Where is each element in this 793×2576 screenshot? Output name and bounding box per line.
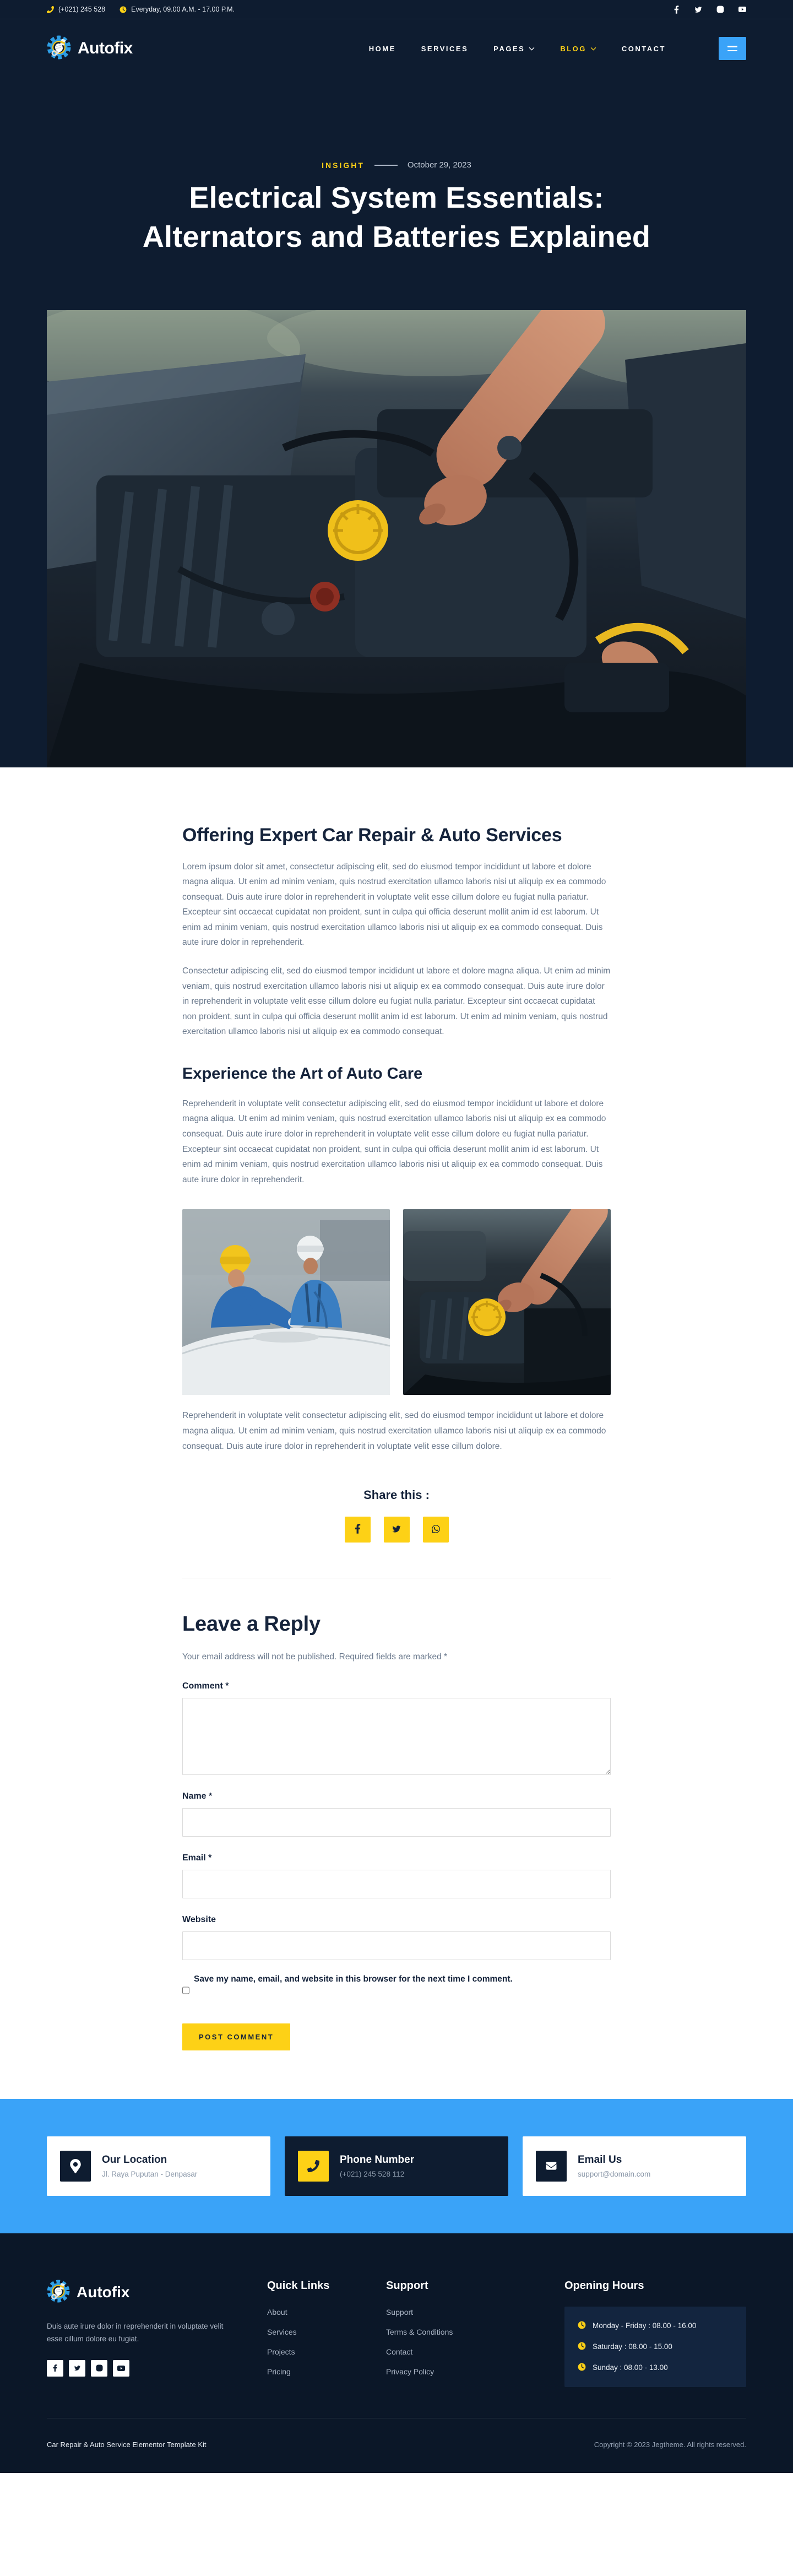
topbar <box>0 0 793 19</box>
post-category-link[interactable]: INSIGHT <box>322 160 365 170</box>
save-info-checkbox[interactable] <box>182 1976 189 2005</box>
footer-brand-name: Autofix <box>77 2283 130 2301</box>
clock-icon <box>578 2363 586 2373</box>
footer-link-support[interactable]: Support <box>386 2307 414 2317</box>
main-nav <box>369 45 666 53</box>
hours-row-saturday: Saturday : 08.00 - 15.00 <box>578 2342 733 2352</box>
contact-band <box>0 2099 793 2233</box>
topbar-hours-text: Everyday, 09.00 A.M. - 17.00 P.M. <box>131 6 235 13</box>
footer-link-terms[interactable]: Terms & Conditions <box>386 2327 453 2336</box>
instagram-icon[interactable] <box>716 6 724 13</box>
chevron-down-icon <box>529 47 535 51</box>
comment-label: Comment * <box>182 1681 229 1691</box>
footer-link-privacy[interactable]: Privacy Policy <box>386 2367 434 2376</box>
clock-icon <box>578 2342 586 2352</box>
footer-twitter-button[interactable] <box>69 2360 85 2377</box>
phone-icon <box>298 2151 329 2182</box>
autofix-gear-logo-icon <box>47 2280 70 2306</box>
clock-icon <box>120 6 127 13</box>
reply-heading: Leave a Reply <box>182 1612 321 1636</box>
site-header <box>0 19 793 78</box>
reply-note: Your email address will not be published. Required fields are marked * <box>182 1652 448 1662</box>
share-label: Share this : <box>363 1488 430 1502</box>
footer-quick-links <box>267 2280 350 2387</box>
hero-image-wrap <box>0 310 793 767</box>
whatsapp-icon <box>431 1524 441 1535</box>
support-heading: Support <box>386 2279 428 2292</box>
article-image-mechanics <box>182 1209 390 1395</box>
email-field[interactable] <box>182 1870 611 1898</box>
article-body <box>182 767 611 2099</box>
phone-card-subtitle: (+021) 245 528 112 <box>340 2169 405 2178</box>
nav-item-home[interactable]: HOME <box>368 44 396 53</box>
email-card-subtitle: support@domain.com <box>578 2169 651 2178</box>
menu-icon <box>727 46 737 47</box>
comment-textarea[interactable] <box>182 1698 611 1775</box>
footer-youtube-button[interactable] <box>113 2360 129 2377</box>
footer-brand-logo[interactable] <box>47 2280 229 2306</box>
phone-card <box>285 2136 508 2196</box>
footer-link-contact[interactable]: Contact <box>386 2347 413 2356</box>
footer-instagram-button[interactable] <box>91 2360 107 2377</box>
template-credit: Car Repair & Auto Service Elementor Template Kit <box>47 2440 207 2449</box>
menu-toggle-button[interactable] <box>719 37 746 60</box>
facebook-icon <box>355 1524 361 1535</box>
name-label: Name * <box>182 1791 213 1801</box>
topbar-phone <box>47 6 105 13</box>
hours-row-weekdays: Monday - Friday : 08.00 - 16.00 <box>578 2321 733 2331</box>
clock-icon <box>578 2321 586 2331</box>
footer-facebook-button[interactable] <box>47 2360 63 2377</box>
footer-link-projects[interactable]: Projects <box>267 2347 295 2356</box>
footer-description: Duis aute irure dolor in reprehenderit in voluptate velit esse cillum dolore eu fugiat. <box>47 2321 224 2344</box>
share-twitter-button[interactable] <box>384 1517 410 1543</box>
post-title: Electrical System Essentials: Alternators and Batteries Explained <box>142 181 651 254</box>
footer-link-pricing[interactable]: Pricing <box>267 2367 291 2376</box>
save-info-checkbox-row[interactable] <box>182 1974 611 2005</box>
autofix-gear-logo-icon <box>47 35 71 62</box>
opening-hours-heading: Opening Hours <box>564 2279 644 2292</box>
location-card <box>47 2136 270 2196</box>
footer-link-about[interactable]: About <box>267 2307 287 2317</box>
hours-row-sunday: Sunday : 08.00 - 13.00 <box>578 2363 733 2373</box>
twitter-icon <box>392 1525 401 1535</box>
nav-item-pages[interactable]: PAGES <box>493 45 535 53</box>
envelope-icon <box>536 2151 567 2182</box>
brand-logo[interactable] <box>47 35 133 62</box>
nav-item-contact[interactable]: CONTACT <box>621 44 666 53</box>
nav-item-services[interactable]: SERVICES <box>421 44 469 53</box>
article-paragraph-2: Consectetur adipiscing elit, sed do eiusmod tempor incididunt ut labore et dolore magna aliqua. Ut enim ad minim veniam, quis nostrud exercitation ullamco laboris nisi ut aliquip ex ea commodo consequat. Duis aute irure dolor in reprehenderit in voluptate velit esse cillum dolore eu fugiat nulla pariatur. Excepteur sint occaecat cupidatat non proident, sunt in culpa qui officia deserunt mollit anim id est laborum. Ut enim ad minim veniam, quis nostrud exercitation ullamco laboris nisi ut aliquip ex ea commodo consequat. <box>182 966 611 1037</box>
share-facebook-button[interactable] <box>345 1517 371 1543</box>
location-card-title: Our Location <box>102 2153 167 2166</box>
article-heading-1: Offering Expert Car Repair & Auto Services <box>182 824 562 846</box>
email-card <box>523 2136 746 2196</box>
topbar-phone-text: (+021) 245 528 <box>58 6 106 13</box>
save-info-label: Save my name, email, and website in this browser for the next time I comment. <box>194 1974 513 1984</box>
topbar-hours <box>120 6 235 13</box>
phone-icon <box>47 6 54 13</box>
email-label: Email * <box>182 1853 212 1863</box>
site-footer <box>0 2233 793 2418</box>
twitter-icon[interactable] <box>694 6 702 13</box>
chevron-down-icon <box>590 47 596 51</box>
email-card-title: Email Us <box>578 2153 622 2166</box>
article-paragraph-1: Lorem ipsum dolor sit amet, consectetur adipiscing elit, sed do eiusmod tempor incididunt ut labore et dolore magna aliqua. Ut enim ad minim veniam, quis nostrud exercitation ullamco laboris nisi ut aliquip ex ea commodo consequat. Duis aute irure dolor in reprehenderit in voluptate velit esse cillum dolore eu fugiat nulla pariatur. Excepteur sint occaecat cupidatat non proident, sunt in culpa qui officia deserunt mollit anim id est laborum. Ut enim ad minim veniam, quis nostrud exercitation ullamco laboris nisi ut aliquip ex ea commodo consequat. Duis aute irure dolor in reprehenderit. <box>182 862 606 948</box>
nav-item-blog[interactable]: BLOG <box>560 45 596 53</box>
location-pin-icon <box>60 2151 91 2182</box>
post-comment-button[interactable]: POST COMMENT <box>182 2023 290 2050</box>
comment-form-section <box>182 1612 611 2099</box>
article-paragraph-4: Reprehenderit in voluptate velit consectetur adipiscing elit, sed do eiusmod tempor incididunt ut labore et dolore magna aliqua. Ut enim ad minim veniam, quis nostrud exercitation ullamco laboris nisi ut aliquip ex ea commodo consequat. Duis aute irure dolor in reprehenderit in voluptate velit esse cillum dolore. <box>182 1411 606 1451</box>
article-paragraph-3: Reprehenderit in voluptate velit consectetur adipiscing elit, sed do eiusmod tempor incididunt ut labore et dolore magna aliqua. Ut enim ad minim veniam, quis nostrud exercitation ullamco laboris nisi ut aliquip ex ea commodo consequat. Duis aute irure dolor in reprehenderit in voluptate velit esse cillum dolore eu fugiat nulla pariatur. Excepteur sint occaecat cupidatat non proident, sunt in culpa qui officia deserunt mollit anim id est laborum. Ut enim ad minim veniam, quis nostrud exercitation ullamco laboris nisi ut aliquip ex ea commodo consequat. Duis aute irure dolor in reprehenderit. <box>182 1098 606 1184</box>
website-label: Website <box>182 1914 216 1924</box>
website-field[interactable] <box>182 1931 611 1960</box>
phone-card-title: Phone Number <box>340 2153 415 2166</box>
post-date: October 29, 2023 <box>407 160 471 170</box>
footer-support <box>386 2280 491 2387</box>
quick-links-heading: Quick Links <box>267 2279 330 2292</box>
brand-name: Autofix <box>78 39 133 57</box>
meta-divider <box>374 165 398 166</box>
footer-link-services[interactable]: Services <box>267 2327 297 2336</box>
footer-opening-hours <box>564 2280 746 2387</box>
article-image-oil-cap <box>403 1209 611 1395</box>
location-card-subtitle: Jl. Raya Puputan - Denpasar <box>102 2169 198 2178</box>
share-whatsapp-button[interactable] <box>423 1517 449 1543</box>
name-field[interactable] <box>182 1808 611 1837</box>
facebook-icon[interactable] <box>672 6 680 13</box>
opening-hours-box <box>564 2307 746 2387</box>
bottombar <box>0 2418 793 2473</box>
youtube-icon[interactable] <box>738 6 746 13</box>
article-heading-2: Experience the Art of Auto Care <box>182 1064 423 1083</box>
copyright: Copyright © 2023 Jegtheme. All rights reserved. <box>594 2440 746 2449</box>
share-section <box>182 1488 611 1543</box>
hero-featured-image <box>47 310 746 767</box>
hero-section <box>0 78 793 310</box>
